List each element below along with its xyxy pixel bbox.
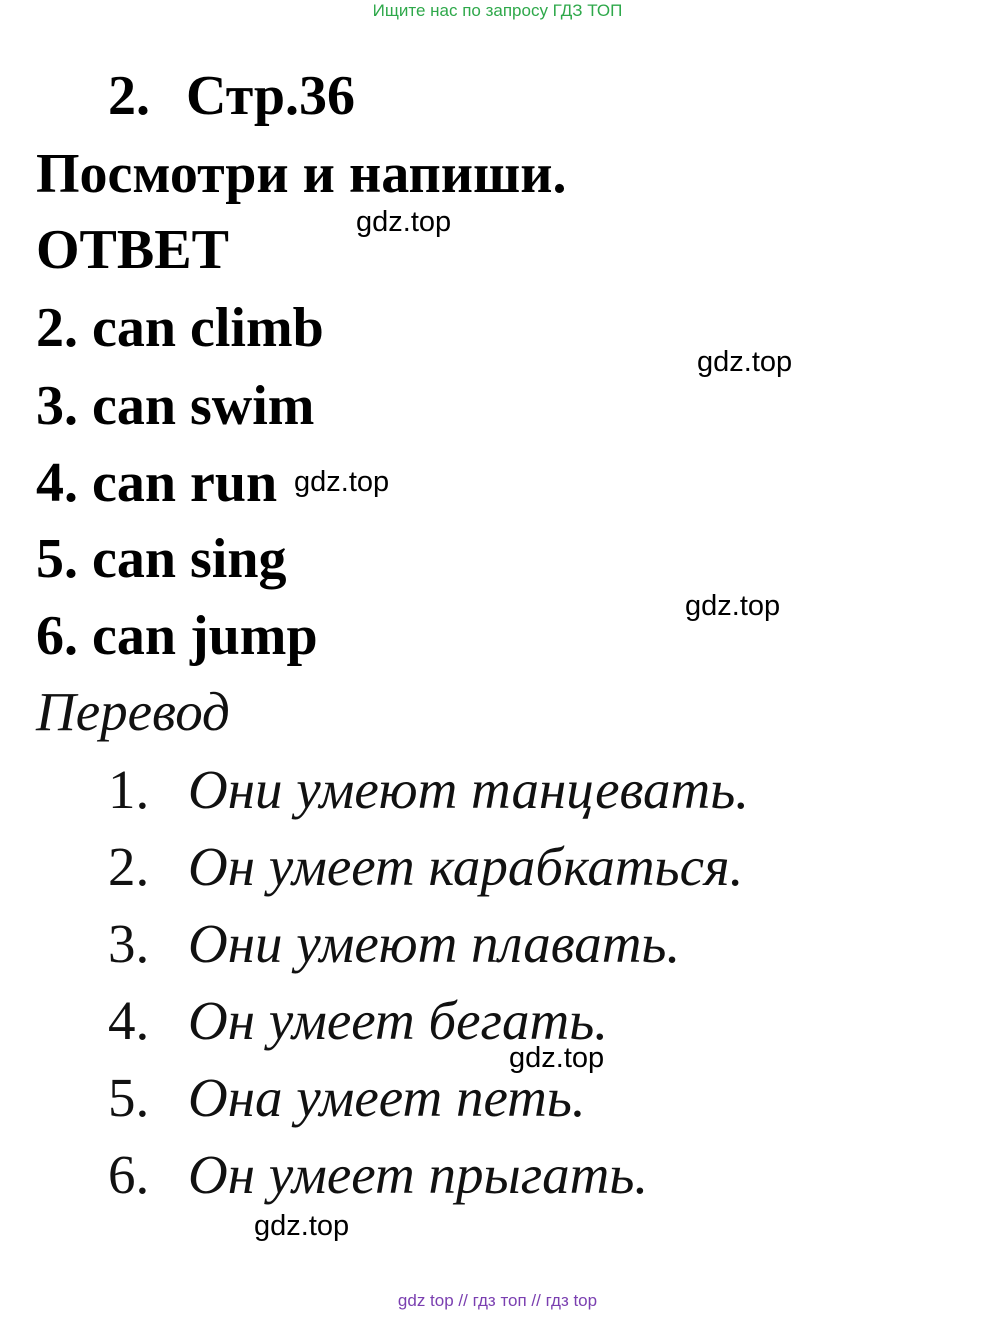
translation-number: 3.: [108, 913, 150, 974]
answer-item: 5. can sing: [36, 528, 287, 590]
answer-heading: ОТВЕТ: [36, 219, 229, 281]
translation-item: [108, 1144, 649, 1205]
translation-number: 2.: [108, 836, 150, 897]
translation-number: 6.: [108, 1144, 150, 1205]
translation-text: Они умеют плавать.: [188, 913, 681, 974]
translation-item: [108, 1067, 586, 1128]
watermark: gdz.top: [356, 206, 452, 238]
translation-text: Она умеет петь.: [188, 1067, 586, 1128]
translation-item: [108, 836, 744, 897]
translation-item: [108, 759, 750, 820]
answer-item: 4. can run: [36, 452, 278, 514]
translation-number: 4.: [108, 990, 150, 1051]
translation-text: Он умеет бегать.: [188, 990, 608, 1051]
translation-text: Он умеет карабкаться.: [188, 836, 744, 897]
translation-item: [108, 913, 681, 974]
watermark: gdz.top: [509, 1042, 605, 1074]
translation-text: Он умеет прыгать.: [188, 1144, 649, 1205]
instruction: Посмотри и напиши.: [36, 143, 567, 205]
footer[interactable]: gdz top // гдз топ // гдз top: [397, 1291, 598, 1310]
top-banner[interactable]: Ищите нас по запросу ГДЗ ТОП: [372, 1, 623, 20]
answer-item: 6. can jump: [36, 605, 318, 667]
exercise-title: [108, 65, 356, 127]
answer-item: 3. can swim: [36, 375, 315, 437]
watermark: gdz.top: [685, 590, 781, 622]
answer-item: 2. can climb: [36, 297, 324, 359]
translation-text: Они умеют танцевать.: [188, 759, 750, 820]
translation-number: 5.: [108, 1067, 150, 1128]
translation-item: [108, 990, 608, 1051]
translation-heading: Перевод: [36, 681, 230, 742]
translation-number: 1.: [108, 759, 150, 820]
watermark: gdz.top: [294, 466, 390, 498]
watermark: gdz.top: [697, 346, 793, 378]
watermark: gdz.top: [254, 1210, 350, 1242]
exercise-number: 2.: [108, 65, 150, 127]
exercise-page: Стр.36: [186, 65, 356, 127]
